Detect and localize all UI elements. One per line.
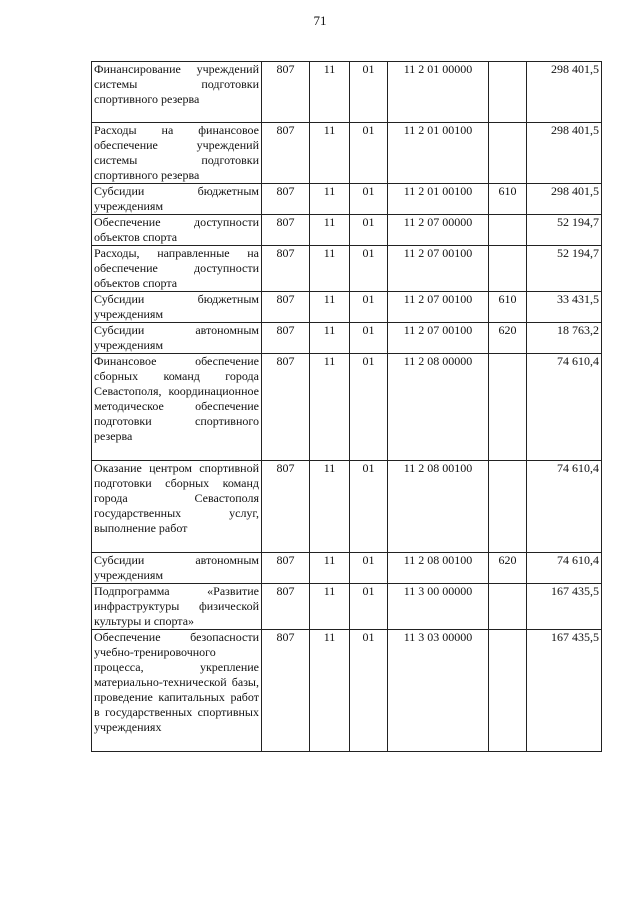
ministry-code: 807 xyxy=(262,215,310,246)
ministry-code: 807 xyxy=(262,584,310,630)
section-code: 11 xyxy=(310,461,350,553)
target-article-code: 11 2 07 00100 xyxy=(388,323,489,354)
target-article-code: 11 3 03 00000 xyxy=(388,630,489,752)
amount: 52 194,7 xyxy=(527,246,602,292)
table-body xyxy=(92,62,602,752)
section-code: 11 xyxy=(310,584,350,630)
ministry-code: 807 xyxy=(262,62,310,123)
amount: 74 610,4 xyxy=(527,461,602,553)
amount: 167 435,5 xyxy=(527,584,602,630)
ministry-code: 807 xyxy=(262,630,310,752)
section-code: 11 xyxy=(310,246,350,292)
target-article-code: 11 2 08 00000 xyxy=(388,354,489,461)
row-name: Расходы, направленные на обеспечение доступности объектов спорта xyxy=(92,246,262,292)
amount: 298 401,5 xyxy=(527,123,602,184)
row-name: Подпрограмма «Развитие инфраструктуры физической культуры и спорта» xyxy=(92,584,262,630)
table-row xyxy=(92,184,602,215)
section-code: 11 xyxy=(310,553,350,584)
table-row xyxy=(92,123,602,184)
table-row xyxy=(92,354,602,461)
table-row xyxy=(92,323,602,354)
ministry-code: 807 xyxy=(262,292,310,323)
subsection-code: 01 xyxy=(350,123,388,184)
page-number: 71 xyxy=(313,13,327,28)
table-row xyxy=(92,584,602,630)
table-row xyxy=(92,62,602,123)
amount: 298 401,5 xyxy=(527,184,602,215)
subsection-code: 01 xyxy=(350,354,388,461)
row-name: Финансовое обеспечение сборных команд города Севастополя, координационное методическое обеспечение подготовки спортивного резерва xyxy=(92,354,262,461)
row-name: Обеспечение безопасности учебно-тренировочного процесса, укрепление материально-технической базы, проведение капитальных работ в государственных спортивных учреждениях xyxy=(92,630,262,752)
amount: 74 610,4 xyxy=(527,354,602,461)
section-code: 11 xyxy=(310,123,350,184)
subsection-code: 01 xyxy=(350,553,388,584)
expense-type-code: 610 xyxy=(489,292,527,323)
target-article-code: 11 2 01 00000 xyxy=(388,62,489,123)
section-code: 11 xyxy=(310,292,350,323)
expense-type-code: 610 xyxy=(489,184,527,215)
expense-type-code xyxy=(489,215,527,246)
row-name: Субсидии бюджетным учреждениям xyxy=(92,184,262,215)
ministry-code: 807 xyxy=(262,553,310,584)
table-row xyxy=(92,292,602,323)
target-article-code: 11 2 07 00000 xyxy=(388,215,489,246)
target-article-code: 11 2 08 00100 xyxy=(388,461,489,553)
subsection-code: 01 xyxy=(350,184,388,215)
table-row xyxy=(92,553,602,584)
target-article-code: 11 2 07 00100 xyxy=(388,292,489,323)
expense-type-code xyxy=(489,630,527,752)
subsection-code: 01 xyxy=(350,630,388,752)
expense-type-code xyxy=(489,461,527,553)
amount: 167 435,5 xyxy=(527,630,602,752)
row-name: Обеспечение доступности объектов спорта xyxy=(92,215,262,246)
target-article-code: 11 3 00 00000 xyxy=(388,584,489,630)
row-name: Оказание центром спортивной подготовки сборных команд города Севастополя государственных услуг, выполнение работ xyxy=(92,461,262,553)
subsection-code: 01 xyxy=(350,461,388,553)
subsection-code: 01 xyxy=(350,292,388,323)
expense-type-code xyxy=(489,584,527,630)
ministry-code: 807 xyxy=(262,354,310,461)
amount: 18 763,2 xyxy=(527,323,602,354)
table-row xyxy=(92,630,602,752)
budget-table xyxy=(91,61,602,752)
table-row xyxy=(92,461,602,553)
expense-type-code xyxy=(489,354,527,461)
ministry-code: 807 xyxy=(262,123,310,184)
subsection-code: 01 xyxy=(350,323,388,354)
subsection-code: 01 xyxy=(350,584,388,630)
section-code: 11 xyxy=(310,62,350,123)
ministry-code: 807 xyxy=(262,323,310,354)
target-article-code: 11 2 08 00100 xyxy=(388,553,489,584)
ministry-code: 807 xyxy=(262,246,310,292)
subsection-code: 01 xyxy=(350,246,388,292)
ministry-code: 807 xyxy=(262,461,310,553)
section-code: 11 xyxy=(310,215,350,246)
row-name: Субсидии автономным учреждениям xyxy=(92,323,262,354)
amount: 33 431,5 xyxy=(527,292,602,323)
row-name: Субсидии автономным учреждениям xyxy=(92,553,262,584)
section-code: 11 xyxy=(310,184,350,215)
row-name: Расходы на финансовое обеспечение учреждений системы подготовки спортивного резерва xyxy=(92,123,262,184)
expense-type-code: 620 xyxy=(489,553,527,584)
subsection-code: 01 xyxy=(350,215,388,246)
expense-type-code: 620 xyxy=(489,323,527,354)
amount: 298 401,5 xyxy=(527,62,602,123)
section-code: 11 xyxy=(310,630,350,752)
amount: 74 610,4 xyxy=(527,553,602,584)
row-name: Финансирование учреждений системы подготовки спортивного резерва xyxy=(92,62,262,123)
subsection-code: 01 xyxy=(350,62,388,123)
section-code: 11 xyxy=(310,323,350,354)
table-row xyxy=(92,215,602,246)
expense-type-code xyxy=(489,123,527,184)
ministry-code: 807 xyxy=(262,184,310,215)
target-article-code: 11 2 01 00100 xyxy=(388,123,489,184)
section-code: 11 xyxy=(310,354,350,461)
target-article-code: 11 2 07 00100 xyxy=(388,246,489,292)
expense-type-code xyxy=(489,62,527,123)
row-name: Субсидии бюджетным учреждениям xyxy=(92,292,262,323)
table-row xyxy=(92,246,602,292)
amount: 52 194,7 xyxy=(527,215,602,246)
target-article-code: 11 2 01 00100 xyxy=(388,184,489,215)
expense-type-code xyxy=(489,246,527,292)
